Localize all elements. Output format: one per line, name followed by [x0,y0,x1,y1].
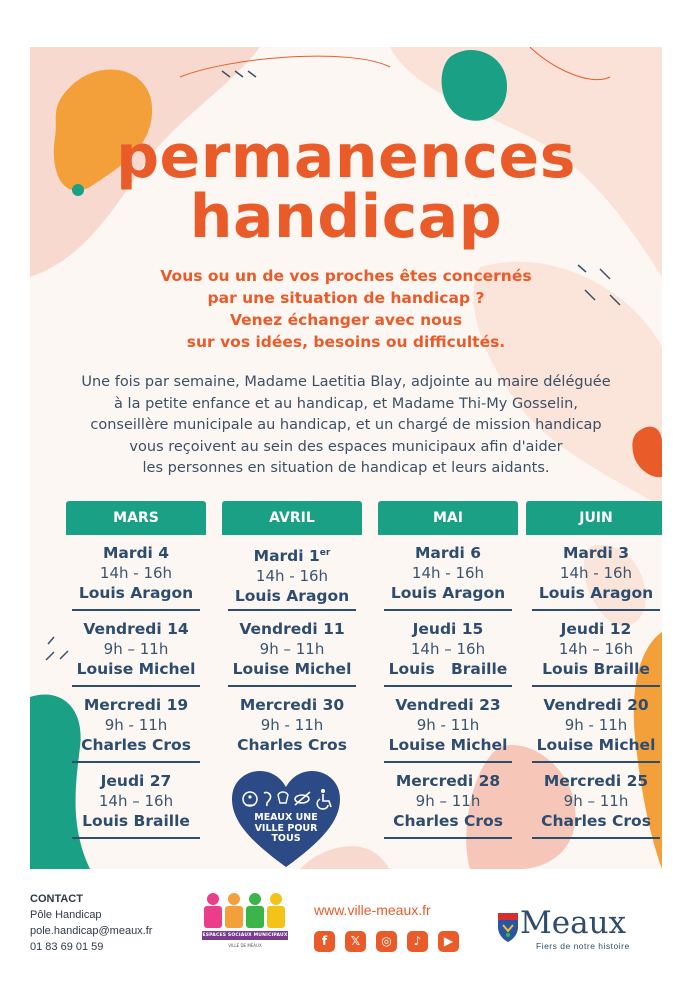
schedule-entry [384,611,512,685]
month-header: MAI [378,501,518,535]
subtitle [30,265,662,353]
entry-hours: 9h - 11h [564,716,628,734]
tiktok-icon[interactable]: ♪ [407,931,428,952]
entry-hours: 14h – 16h [98,792,174,810]
contact-email[interactable]: pole.handicap@meaux.fr [30,925,153,937]
entry-place: Charles Cros [237,736,347,754]
entry-hours: 14h - 16h [255,567,329,586]
entry-day: Mardi 4 [102,544,170,562]
youtube-icon[interactable]: ▶ [438,931,459,952]
entry-hours: 14h – 16h [410,640,486,658]
entry-hours: 14h - 16h [99,564,173,582]
schedule-entry [72,611,200,685]
entry-hours: 9h - 11h [104,716,168,734]
entry-place: Charles Cros [541,812,651,830]
subtitle-line: par une situation de handicap ? [207,289,485,307]
description-line: vous reçoivent au sein des espaces municipaux afin d'aider [129,438,563,455]
schedule-entry [72,535,200,609]
heart-caption-line: MEAUX UNE [254,812,318,823]
entry-place: Louis Aragon [538,584,654,602]
subtitle-line: Vous ou un de vos proches êtes concernés [160,267,532,285]
entry-day-suffix: er [319,548,331,558]
entry-place: Louis Aragon [78,584,194,602]
meaux-logo [496,905,666,959]
schedule-entry [532,611,660,685]
espaces-sociaux-banner: ESPACES SOCIAUX MUNICIPAUX [202,933,288,938]
people-icon [200,891,290,931]
description-line: conseillère municipale au handicap, et un chargé de mission handicap [90,417,602,433]
contact-phone[interactable]: 01 83 69 01 59 [30,941,104,953]
description-line: à la petite enfance et au handicap, et Madame Thi-My Gosselin, [114,395,578,412]
entry-hours: 9h - 11h [416,716,480,734]
entry-day: Vendredi 14 [83,620,189,638]
title-line-1: permanences [116,122,576,192]
entry-day: Vendredi 23 [395,696,501,714]
subtitle-line: sur vos idées, besoins ou difficultés. [186,333,506,351]
footer [0,869,692,1000]
entry-place: Charles Cros [81,736,191,754]
entry-place: Louis Braille [542,660,650,678]
entry-day: Mardi 3 [562,544,630,562]
entry-place: Louis Aragon [234,587,350,606]
meaux-tagline: Fiers de notre histoire [536,941,630,951]
entry-day: Mercredi 28 [395,772,501,790]
entry-day: Mardi 6 [414,544,482,562]
heart-caption-line: VILLE POUR [254,822,318,834]
schedule-entry [384,687,512,761]
entry-day: Vendredi 11 [239,620,345,638]
description-line: Une fois par semaine, Madame Laetitia Blay, adjointe au maire déléguée [81,374,611,390]
schedule-entry [384,535,512,609]
subtitle-line: Venez échanger avec nous [229,311,463,329]
entry-hours: 9h - 11h [260,716,324,734]
month-header: MARS [66,501,206,535]
schedule-entry [228,535,356,609]
schedule-entry [228,611,356,685]
month-column-mai [384,501,512,839]
x-icon[interactable]: 𝕏 [345,931,366,952]
social-links [314,931,459,952]
month-column-mars [72,501,200,839]
entry-hours: 9h – 11h [259,640,325,658]
entry-hours: 14h - 16h [411,564,485,582]
entry-place: Louise Michel [76,660,196,678]
schedule-entry [532,763,660,837]
schedule-entry [72,687,200,761]
contact-title: CONTACT [30,893,83,905]
divider [72,837,200,839]
entry-hours: 9h – 11h [103,640,169,658]
entry-place: Louise Michel [388,736,508,754]
schedule-entry [532,535,660,609]
month-header: JUIN [526,501,662,535]
entry-place: Louis Braille [388,660,508,678]
entry-hours: 14h – 16h [558,640,634,658]
divider [384,837,512,839]
instagram-icon[interactable]: ◎ [376,931,397,952]
entry-hours: 9h – 11h [415,792,481,810]
heart-caption-line: TOUS [271,833,301,844]
entry-day: Vendredi 20 [543,696,649,714]
entry-hours: 9h – 11h [563,792,629,810]
entry-day: Jeudi 12 [560,620,632,638]
poster [30,47,662,869]
entry-place: Louis Braille [82,812,190,830]
description-line: les personnes en situation de handicap et leurs aidants. [142,460,550,476]
entry-place: Charles Cros [393,812,503,830]
entry-place: Louise Michel [536,736,656,754]
heart-caption [230,813,342,845]
schedule-entry [228,687,356,761]
coat-of-arms-icon [496,911,520,943]
schedule-entry [384,763,512,837]
entry-day [228,543,356,566]
contact-block [30,891,152,955]
divider [532,837,660,839]
entry-place: Louis Aragon [390,584,506,602]
entry-hours: 14h - 16h [559,564,633,582]
entry-place: Louise Michel [232,660,352,678]
month-header: AVRIL [222,501,362,535]
espaces-sociaux-logo [200,891,290,953]
schedule-entry [72,763,200,837]
month-column-avril [228,501,356,761]
contact-line: Pôle Handicap [30,909,102,921]
website-link[interactable]: www.ville-meaux.fr [314,902,431,918]
meaux-wordmark: Meaux [520,905,627,941]
schedule-entry [532,687,660,761]
heart-logo [230,769,342,869]
entry-day: Jeudi 27 [100,772,172,790]
entry-day: Mercredi 19 [83,696,189,714]
entry-day: Jeudi 15 [412,620,484,638]
title-line-2: handicap [189,182,503,252]
description [40,372,652,480]
month-column-juin [532,501,660,839]
entry-day-text: Mardi 1 [253,547,320,566]
espaces-sociaux-sub: VILLE DE MEAUX [228,943,262,948]
entry-day: Mercredi 30 [239,696,345,714]
facebook-icon[interactable]: f [314,931,335,952]
entry-day: Mercredi 25 [543,772,649,790]
